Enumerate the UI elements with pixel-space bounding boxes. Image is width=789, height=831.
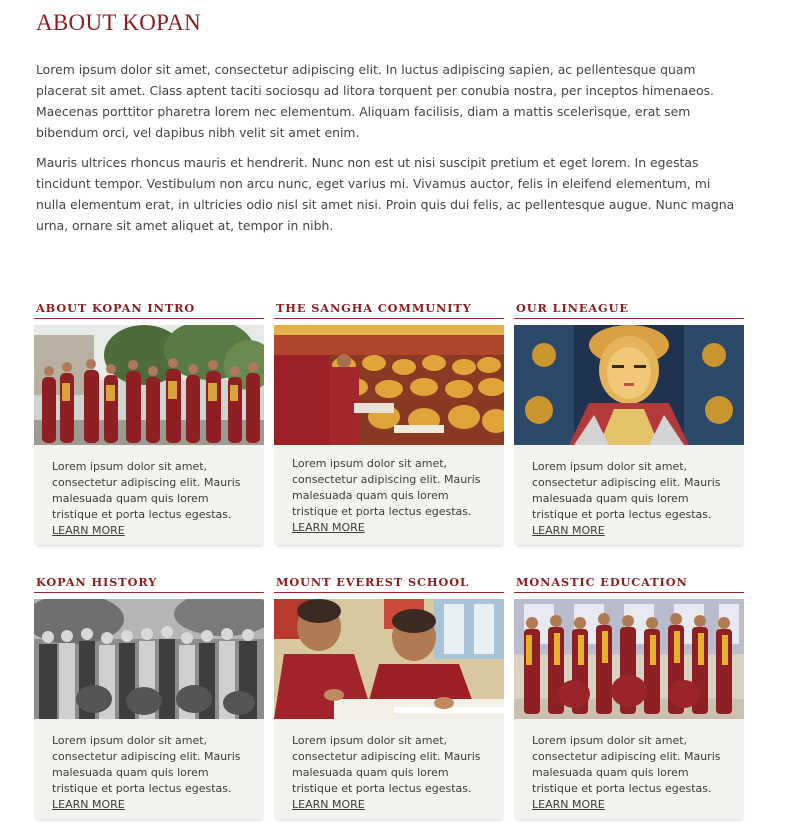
monks-group-photo[interactable] <box>34 325 264 445</box>
card-our-lineage <box>514 301 744 545</box>
card-monastic-education <box>514 575 744 819</box>
card-kopan-history <box>34 575 264 819</box>
card-body <box>274 719 504 819</box>
card-sangha-community <box>274 301 504 545</box>
learn-more-link[interactable]: LEARN MORE <box>532 524 605 537</box>
students-studying-photo[interactable] <box>274 599 504 719</box>
card-mount-everest-school <box>274 575 504 819</box>
card-body <box>514 445 744 545</box>
card-body <box>274 445 504 545</box>
card-title: ABOUT KOPAN INTRO <box>34 301 264 319</box>
card-description: Lorem ipsum dolor sit amet, consectetur adipiscing elit. Mauris malesuada quam quis lorem tristique et porta lectus egestas. <box>532 460 721 521</box>
learn-more-link[interactable]: LEARN MORE <box>532 798 605 811</box>
card-title: KOPAN HISTORY <box>34 575 264 593</box>
learn-more-link[interactable]: LEARN MORE <box>52 798 125 811</box>
buddha-statue-photo[interactable] <box>514 325 744 445</box>
card-about-kopan-intro <box>34 301 264 545</box>
historic-group-photo[interactable] <box>34 599 264 719</box>
learn-more-link[interactable]: LEARN MORE <box>292 521 365 534</box>
card-body <box>514 719 744 819</box>
learn-more-link[interactable]: LEARN MORE <box>52 524 125 537</box>
card-description: Lorem ipsum dolor sit amet, consectetur adipiscing elit. Mauris malesuada quam quis lorem tristique et porta lectus egestas. <box>52 460 241 521</box>
card-body <box>34 719 264 819</box>
intro-paragraph-1: Lorem ipsum dolor sit amet, consectetur adipiscing elit. In luctus adipiscing sapien, ac pellentesque quam placerat sit amet. Class aptent taciti sociosqu ad litora torquent per conubia nostra, per inceptos himenaeos. Maecenas porttitor pharetra lorem nec elementum. Aliquam facilisis, diam a mattis scelerisque, erat sem bibendum orci, vel dapibus nibh velit sit amet enim. <box>36 62 714 140</box>
card-description: Lorem ipsum dolor sit amet, consectetur adipiscing elit. Mauris malesuada quam quis lorem tristique et porta lectus egestas. <box>52 734 241 795</box>
card-title: THE SANGHA COMMUNITY <box>274 301 504 319</box>
monastic-group-photo[interactable] <box>514 599 744 719</box>
card-title: MONASTIC EDUCATION <box>514 575 744 593</box>
intro-paragraph-2: Mauris ultrices rhoncus mauris et hendrerit. Nunc non est ut nisi suscipit pretium et eget lorem. In egestas tincidunt tempor. Vestibulum non arcu nunc, eget varius mi. Vivamus auctor, felis in eleifend elementum, mi nulla elementum erat, in ultricies odio nisl sit amet nisi. Proin quis dui felis, ac pellentesque augue. Nunc magna urna, ornare sit amet aliquet at, tempor in nibh. <box>36 155 735 233</box>
sangha-gathering-photo[interactable] <box>274 325 504 445</box>
page-title: ABOUT KOPAN <box>36 10 201 35</box>
learn-more-link[interactable]: LEARN MORE <box>292 798 365 811</box>
card-description: Lorem ipsum dolor sit amet, consectetur adipiscing elit. Mauris malesuada quam quis lorem tristique et porta lectus egestas. <box>292 457 481 518</box>
card-body <box>34 445 264 545</box>
card-title: MOUNT EVEREST SCHOOL <box>274 575 504 593</box>
card-description: Lorem ipsum dolor sit amet, consectetur adipiscing elit. Mauris malesuada quam quis lorem tristique et porta lectus egestas. <box>292 734 481 795</box>
card-description: Lorem ipsum dolor sit amet, consectetur adipiscing elit. Mauris malesuada quam quis lorem tristique et porta lectus egestas. <box>532 734 721 795</box>
card-title: OUR LINEAGUE <box>514 301 744 319</box>
intro-text <box>36 59 736 245</box>
